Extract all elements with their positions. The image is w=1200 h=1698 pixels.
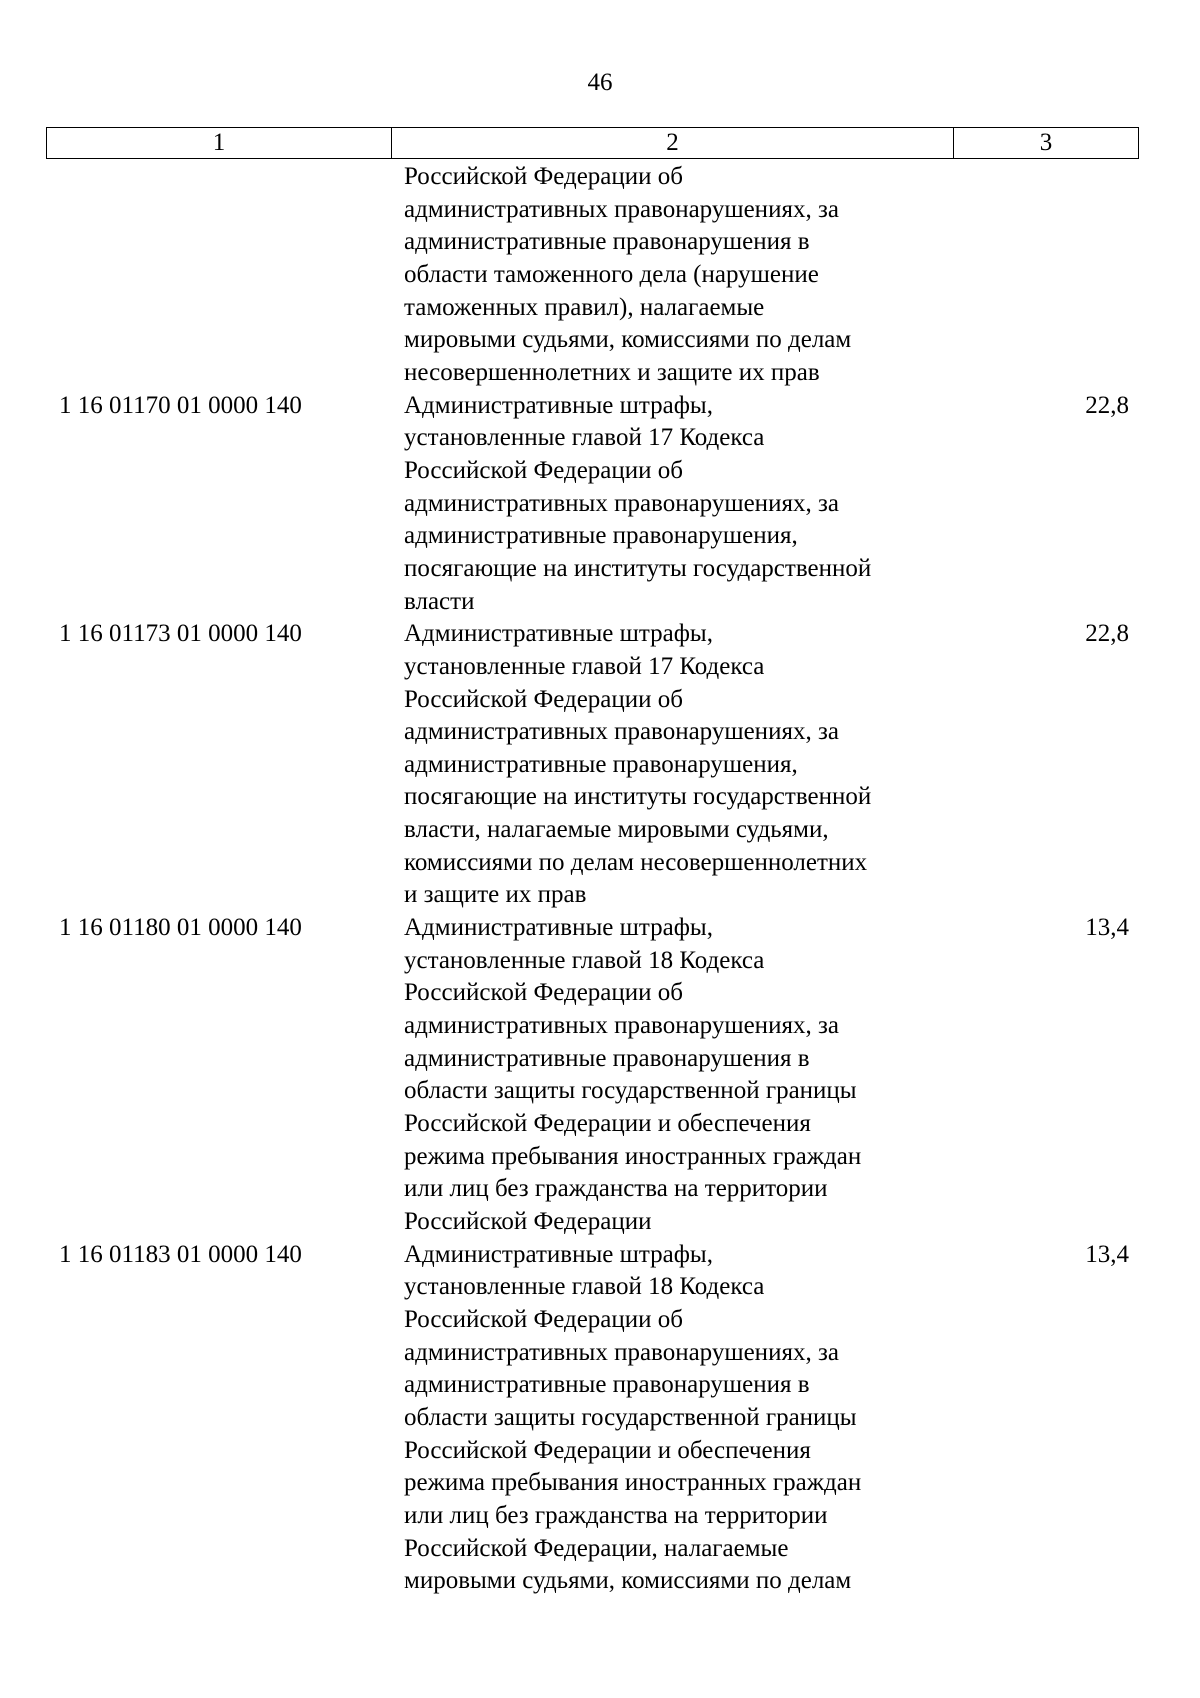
description-line: установленные главой 18 Кодекса bbox=[404, 946, 765, 974]
description-line: Российской Федерации об bbox=[404, 456, 683, 484]
description-line: Российской Федерации и обеспечения bbox=[404, 1436, 811, 1464]
description-line: области защиты государственной границы bbox=[404, 1403, 857, 1431]
description-line: посягающие на институты государственной bbox=[404, 783, 872, 811]
description-line: и защите их прав bbox=[404, 881, 587, 909]
table-body bbox=[46, 161, 1139, 1598]
description-line: режима пребывания иностранных граждан bbox=[404, 1142, 862, 1170]
description-line: или лиц без гражданства на территории bbox=[404, 1175, 828, 1203]
description-line: мировыми судьями, комиссиями по делам bbox=[404, 326, 852, 354]
description-line: власти bbox=[404, 587, 475, 615]
income-description bbox=[391, 390, 953, 619]
description-line: Административные штрафы, bbox=[404, 914, 713, 942]
income-code bbox=[46, 161, 391, 390]
description-line: административных правонарушениях, за bbox=[404, 1338, 839, 1366]
description-line: несовершеннолетних и защите их прав bbox=[404, 358, 820, 386]
description-line: комиссиями по делам несовершеннолетних bbox=[404, 848, 868, 876]
description-line: административных правонарушениях, за bbox=[404, 1012, 839, 1040]
amount-value: 13,4 bbox=[1085, 1240, 1129, 1268]
description-line: Российской Федерации bbox=[404, 1208, 652, 1235]
income-description bbox=[391, 1239, 953, 1598]
amount-value: 22,8 bbox=[1085, 620, 1129, 648]
page-number: 46 bbox=[587, 69, 613, 96]
description-line: административные правонарушения, bbox=[404, 750, 798, 778]
description-line: Российской Федерации и обеспечения bbox=[404, 1110, 811, 1138]
column-header-1: 1 bbox=[47, 128, 392, 158]
description-line: Российской Федерации об bbox=[404, 979, 683, 1007]
amount-value: 22,8 bbox=[1085, 391, 1129, 419]
description-line: власти, налагаемые мировыми судьями, bbox=[404, 816, 829, 844]
description-line: административные правонарушения в bbox=[404, 1371, 810, 1399]
description-line: Российской Федерации, налагаемые bbox=[404, 1534, 789, 1562]
description-line: установленные главой 17 Кодекса bbox=[404, 652, 765, 680]
description-line: установленные главой 18 Кодекса bbox=[404, 1273, 765, 1301]
description-line: Российской Федерации об bbox=[404, 1305, 683, 1333]
amount-value: 13,4 bbox=[1085, 914, 1129, 942]
income-description bbox=[391, 618, 953, 912]
column-header-3: 3 bbox=[1039, 129, 1053, 156]
description-line: таможенных правил), налагаемые bbox=[404, 293, 765, 321]
description-line: мировыми судьями, комиссиями по делам bbox=[404, 1567, 852, 1595]
description-line: Административные штрафы, bbox=[404, 391, 713, 419]
income-code: 1 16 01180 01 0000 140 bbox=[59, 914, 302, 942]
description-line: административные правонарушения в bbox=[404, 228, 810, 256]
income-description bbox=[391, 161, 953, 390]
description-line: посягающие на институты государственной bbox=[404, 554, 872, 582]
table-row bbox=[46, 618, 1139, 912]
description-line: Российской Федерации об bbox=[404, 163, 683, 190]
description-line: административные правонарушения в bbox=[404, 1044, 810, 1072]
description-line: административных правонарушениях, за bbox=[404, 489, 839, 517]
table-header bbox=[46, 127, 1139, 159]
income-code: 1 16 01173 01 0000 140 bbox=[59, 620, 302, 648]
table-row bbox=[46, 1239, 1139, 1598]
description-line: Российской Федерации об bbox=[404, 685, 683, 713]
description-line: области защиты государственной границы bbox=[404, 1077, 857, 1105]
table-row bbox=[46, 912, 1139, 1239]
description-line: Административные штрафы, bbox=[404, 620, 713, 648]
income-code: 1 16 01170 01 0000 140 bbox=[59, 391, 302, 419]
description-line: административные правонарушения, bbox=[404, 522, 798, 550]
description-line: административных правонарушениях, за bbox=[404, 718, 839, 746]
description-line: установленные главой 17 Кодекса bbox=[404, 424, 765, 452]
table-row bbox=[46, 161, 1139, 390]
income-code: 1 16 01183 01 0000 140 bbox=[59, 1240, 302, 1268]
description-line: административных правонарушениях, за bbox=[404, 195, 839, 223]
column-header-2: 2 bbox=[392, 128, 954, 158]
table-row bbox=[46, 390, 1139, 619]
description-line: области таможенного дела (нарушение bbox=[404, 260, 819, 288]
income-description bbox=[391, 912, 953, 1239]
amount-value bbox=[953, 161, 1139, 390]
description-line: Административные штрафы, bbox=[404, 1240, 713, 1268]
description-line: или лиц без гражданства на территории bbox=[404, 1501, 828, 1529]
description-line: режима пребывания иностранных граждан bbox=[404, 1469, 862, 1497]
